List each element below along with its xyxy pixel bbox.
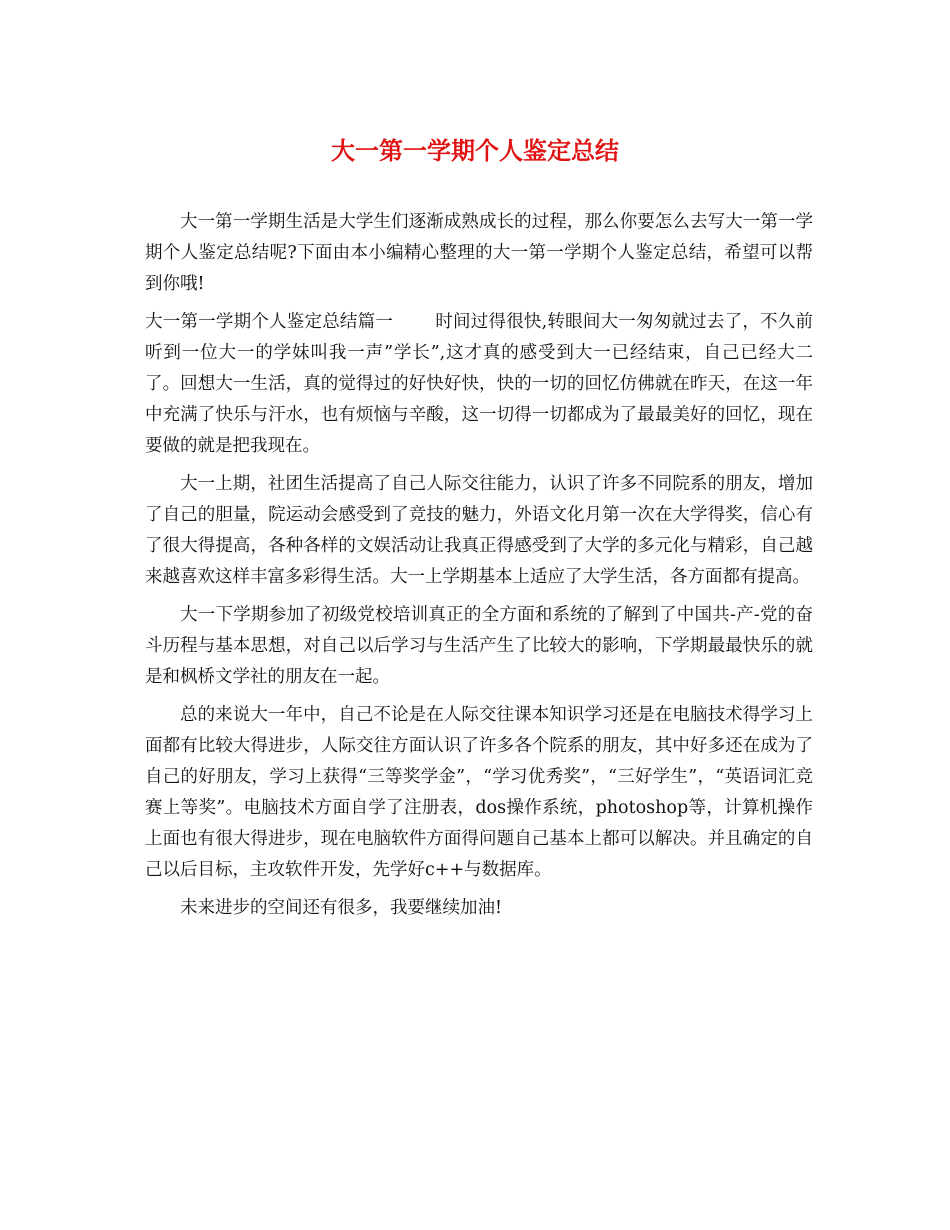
section-text: 时间过得很快,转眼间大一匆匆就过去了，不久前听到一位大一的学妹叫我一声”学长”,这才真的感受到大一已经结束，自己已经大二了。回想大一生活，真的觉得过的好快好快，快的一切的回忆仿佛就在昨天，在这一年中充满了快乐与汗水，也有烦恼与辛酸，这一切得一切都成为了最最美好的回忆，现在要做的就是把我现在。 xyxy=(145,312,814,456)
section-paragraph xyxy=(145,307,813,462)
intro-paragraph: 大一第一学期生活是大学生们逐渐成熟成长的过程，那么你要怎么去写大一第一学期个人鉴定总结呢?下面由本小编精心整理的大一第一学期个人鉴定总结，希望可以帮到你哦! xyxy=(145,212,813,294)
section-heading: 大一第一学期个人鉴定总结篇一 xyxy=(145,312,394,332)
paragraph-first-term: 大一上期，社团生活提高了自己人际交往能力，认识了许多不同院系的朋友，增加了自己的胆量，院运动会感受到了竞技的魅力，外语文化月第一次在大学得奖，信心有了很大得提高，各种各样的文娱活动让我真正得感受到了大学的多元化与精彩，自己越来越喜欢这样丰富多彩得生活。大一上学期基本上适应了大学生活，各方面都有提高。 xyxy=(145,474,813,587)
document-body xyxy=(145,207,813,931)
paragraph-second-term: 大一下学期参加了初级党校培训真正的全方面和系统的了解到了中国共-产-党的奋斗历程与基本思想，对自己以后学习与生活产生了比较大的影响，下学期最最快乐的就是和枫桥文学社的朋友在一起。 xyxy=(145,605,813,687)
document-title: 大一第一学期个人鉴定总结 xyxy=(331,136,619,165)
paragraph-summary: 总的来说大一年中，自己不论是在人际交往课本知识学习还是在电脑技术得学习上面都有比较大得进步，人际交往方面认识了许多各个院系的朋友，其中好多还在成为了自己的好朋友，学习上获得“三等奖学金”，“学习优秀奖”，“三好学生”，“英语词汇竞赛上等奖”。电脑技术方面自学了注册表，dos操作系统，photoshop等，计算机操作上面也有很大得进步，现在电脑软件方面得问题自己基本上都可以解决。并且确定的自己以后目标，主攻软件开发，先学好c++与数据库。 xyxy=(145,705,813,880)
paragraph-closing: 未来进步的空间还有很多，我要继续加油! xyxy=(180,898,503,918)
